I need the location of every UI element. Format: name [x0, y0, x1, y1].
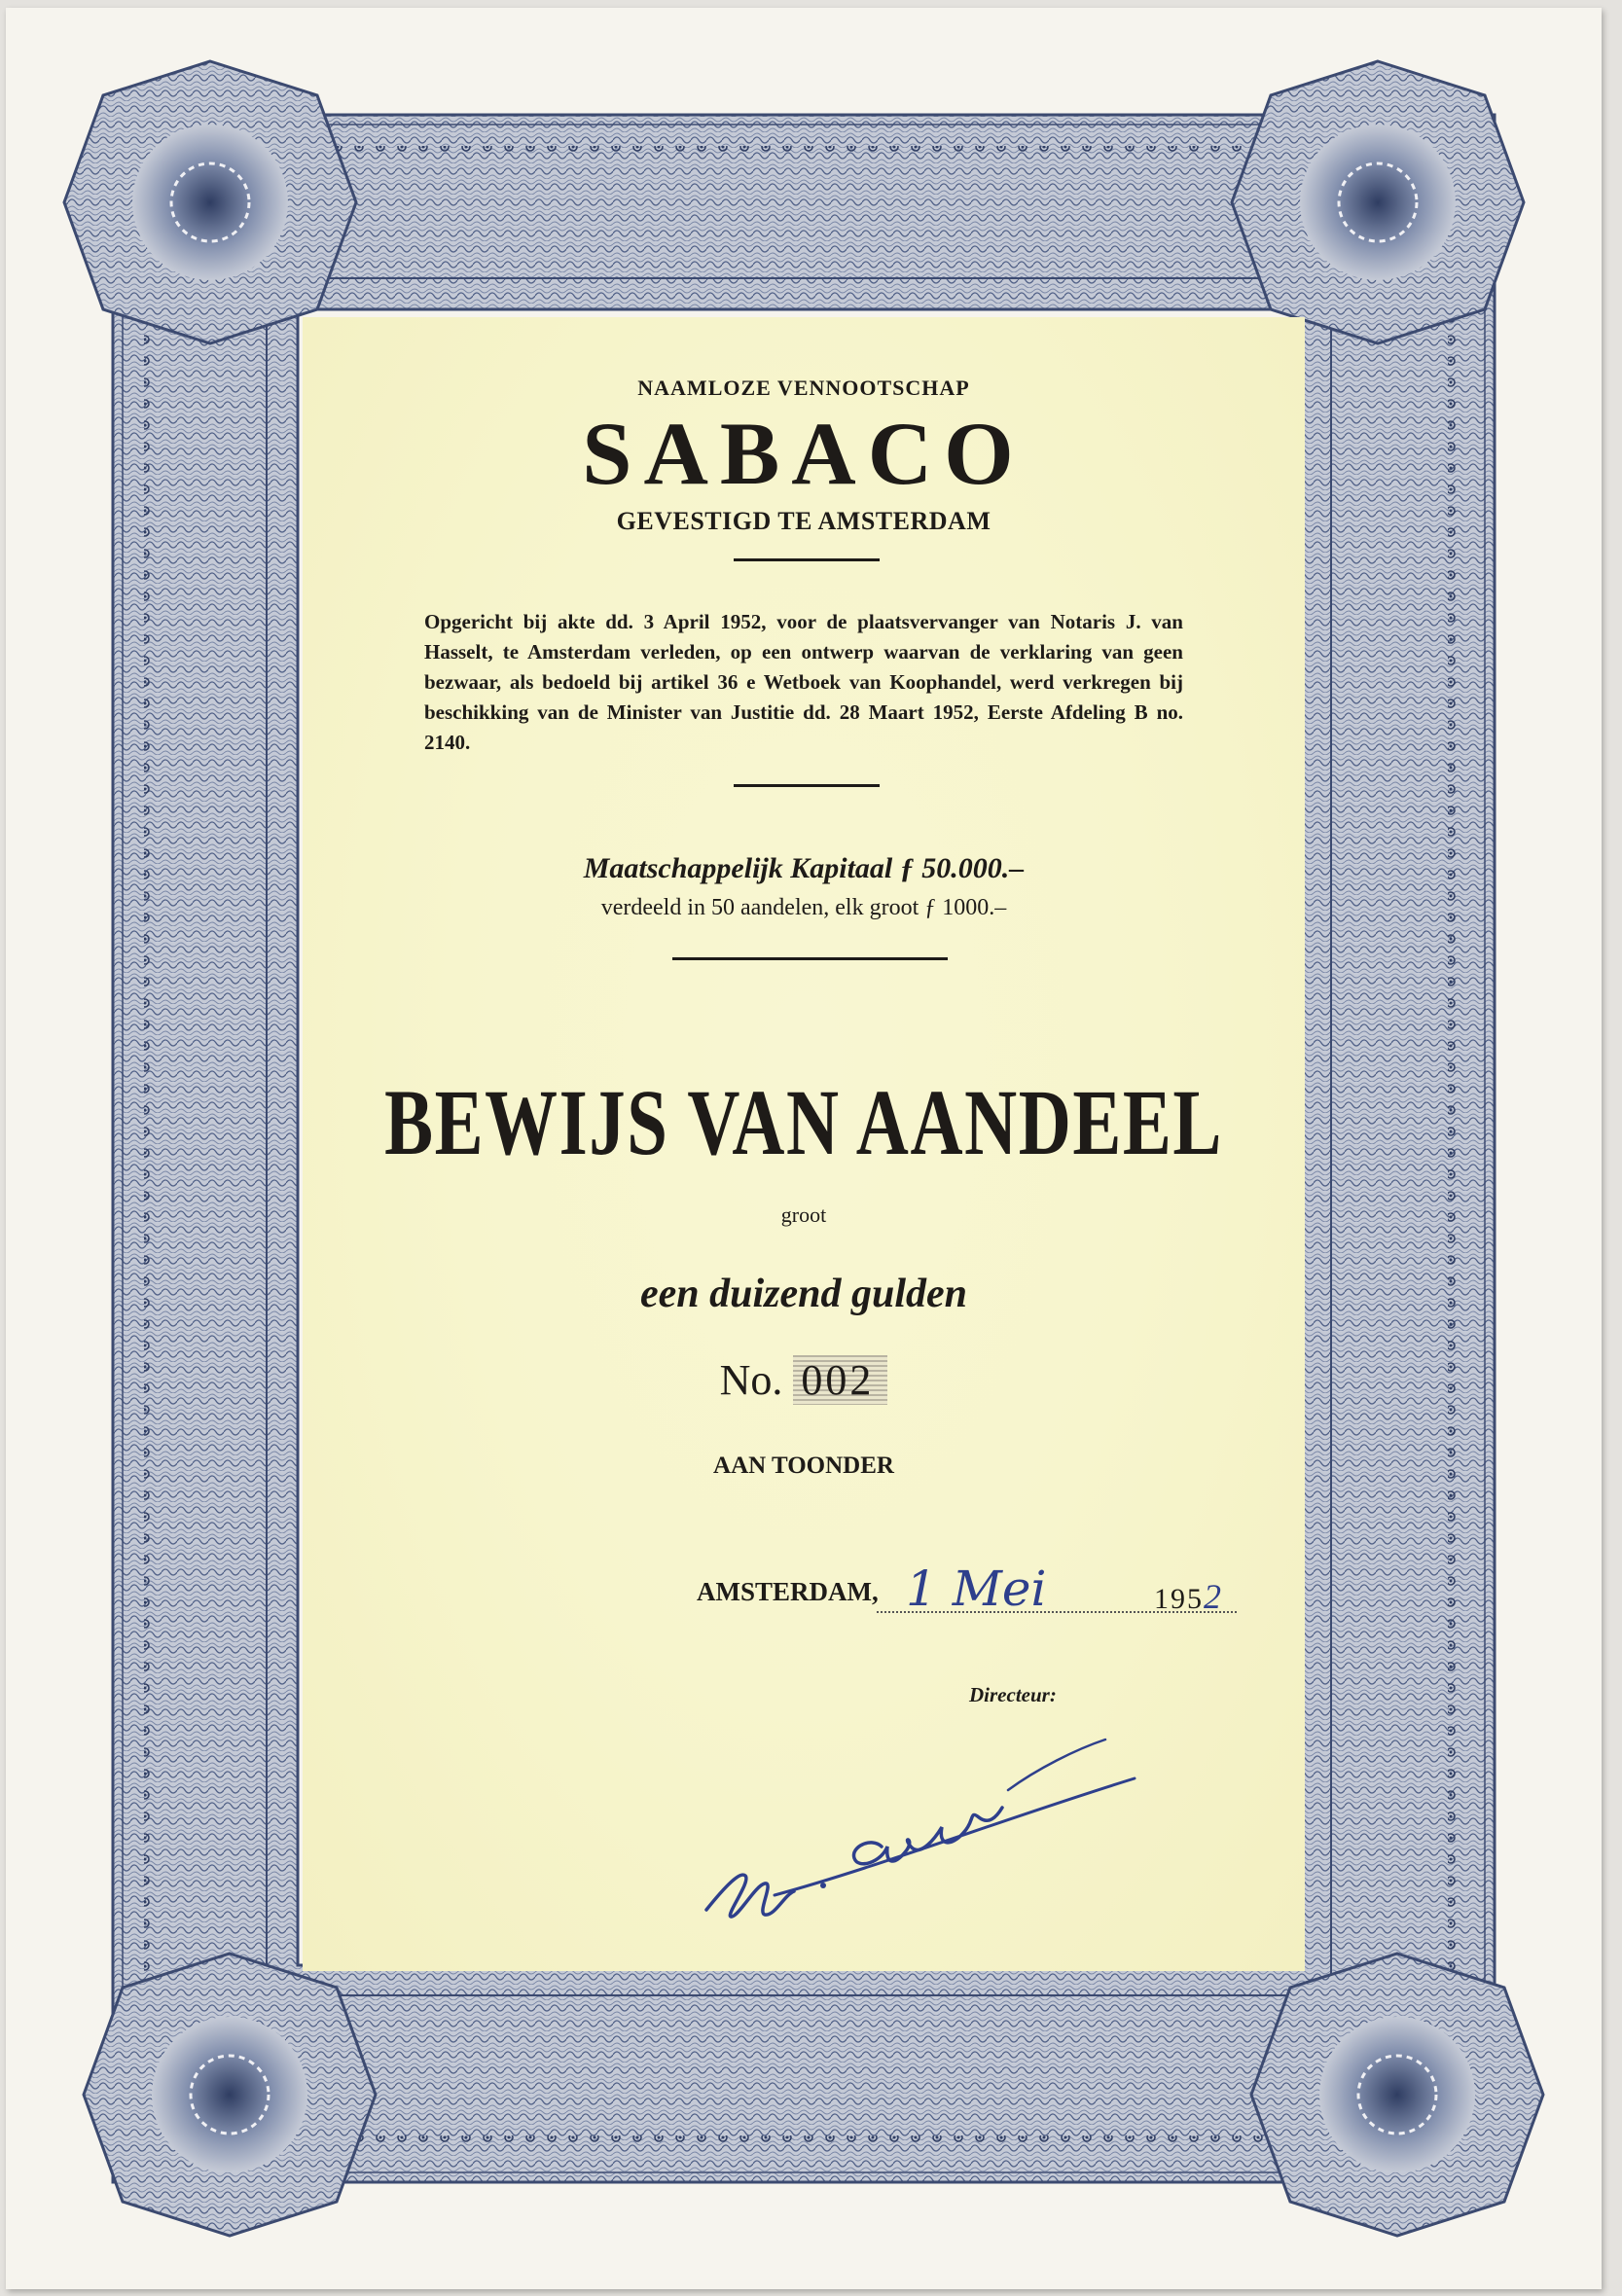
date-year	[1154, 1576, 1223, 1617]
certificate-title: BEWIJS VAN AANDEEL	[384, 1070, 1223, 1174]
certificate-number	[6, 1355, 1602, 1405]
corner-rosette-top-right-icon	[1232, 61, 1524, 343]
corner-rosette-bottom-right-icon	[1251, 1954, 1543, 2236]
bearer-label: AAN TOONDER	[713, 1453, 894, 1479]
certificate-sheet	[6, 8, 1602, 2289]
groot-label: groot	[780, 1202, 827, 1227]
share-amount: een duizend gulden	[639, 1272, 968, 1316]
divider	[672, 957, 948, 960]
incorporation-text: Opgericht bij akte dd. 3 April 1952, voor de plaatsvervanger van Notaris J. van Hasselt, te Amsterdam verleden, op een ontwerp waarvan de verklaring van geen bezwaar, als bedoeld bij artikel 36 e Wetboek van Koophandel, werd verkregen bij beschikking van de Minister van Justitie dd. 28 Maart 1952, Eerste Afdeling B no. 2140.	[424, 610, 1183, 754]
company-seat: GEVESTIGD TE AMSTERDAM	[616, 507, 991, 535]
director-label: Directeur:	[969, 1683, 1057, 1706]
company-name: SABACO	[582, 404, 1026, 503]
year-printed: 195	[1154, 1583, 1204, 1615]
share-division: verdeeld in 50 aandelen, elk groot ƒ 1000.–	[600, 895, 1007, 920]
corner-rosette-top-left-icon	[64, 61, 356, 343]
divider	[734, 784, 880, 787]
place-label: AMSTERDAM,	[697, 1577, 879, 1606]
divider	[734, 558, 880, 561]
number-label: No.	[719, 1356, 783, 1404]
handwritten-date: 1 Mei	[906, 1561, 1047, 1617]
director-signature	[687, 1701, 1271, 1954]
year-handwritten: 2	[1204, 1577, 1223, 1616]
number-value: 002	[793, 1355, 887, 1405]
company-kind: NAAMLOZE VENNOOTSCHAP	[637, 376, 970, 400]
corner-rosette-bottom-left-icon	[84, 1954, 376, 2236]
share-capital: Maatschappelijk Kapitaal ƒ 50.000.–	[583, 852, 1025, 884]
